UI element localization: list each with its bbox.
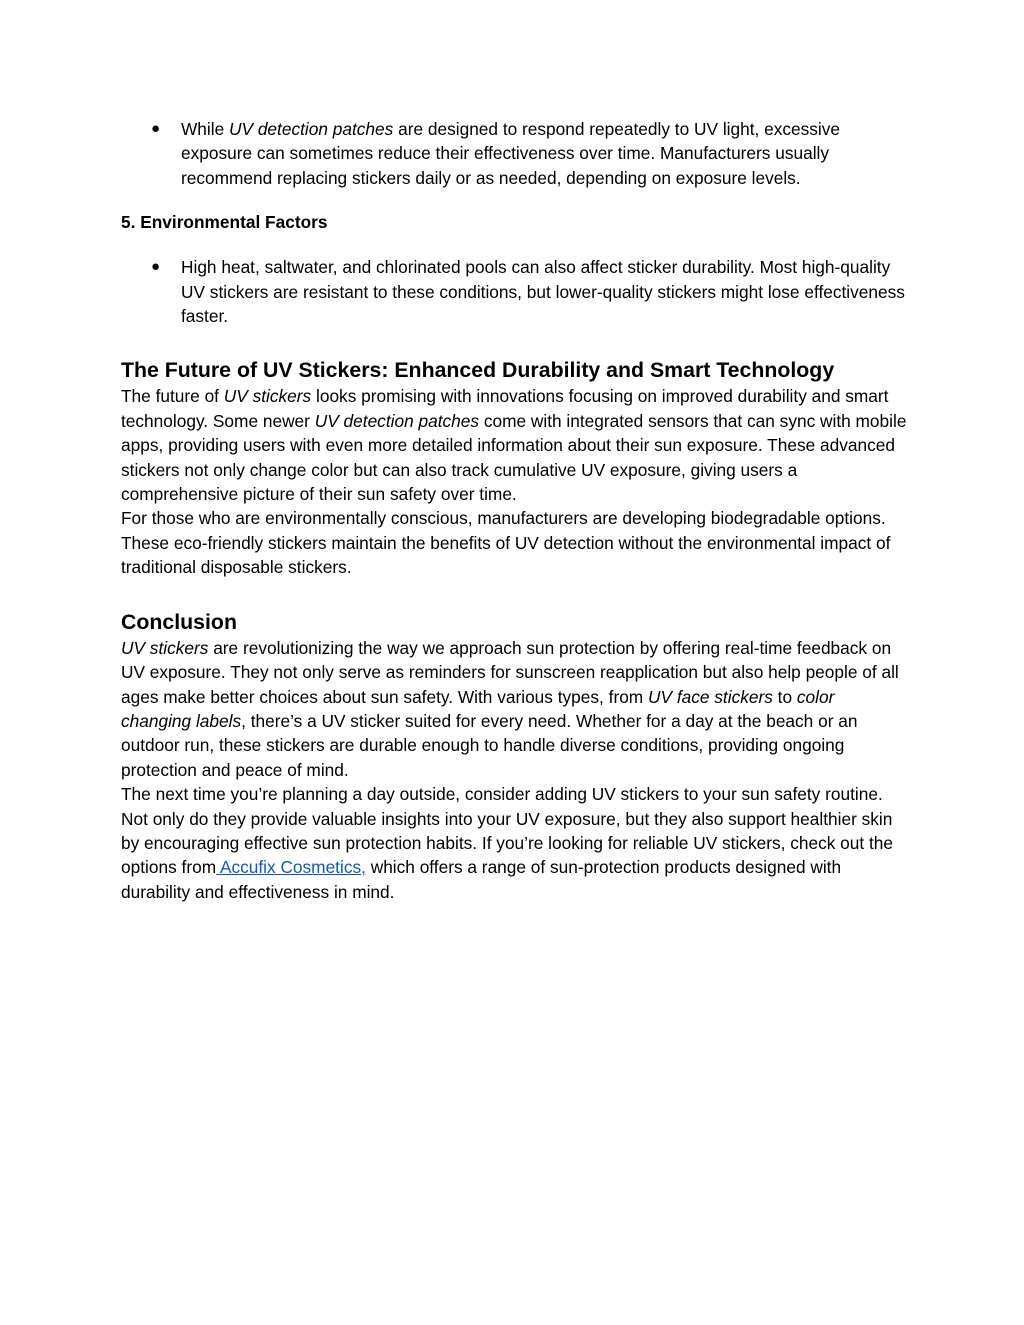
list-item [121,255,907,328]
text-run: are designed to respond repeatedly to UV light, excessive exposure can sometimes reduce their effectiveness over time. Manufacturers usually recommend replacing stickers daily or as needed, depending on exposure levels. [181,119,840,188]
text-run: While [181,119,230,139]
text-run: , there’s a UV sticker suited for every need. Whether for a day at the beach or an outdoor run, these stickers are durable enough to handle diverse conditions, providing ongoing protection and peace of mind. [121,710,858,780]
text-run: The next time you’re planning a day outside, consider adding UV stickers to your sun safety routine. Not only do they provide valuable insights into your UV exposure, but they also support healthier skin by encouraging effective sun protection habits. If you’re looking for reliable UV stickers, check out the options from [121,784,893,878]
list-item [121,117,907,190]
bullet-text [181,119,840,188]
bullet-list-top [121,117,907,190]
text-run: looks promising with innovations focusing on improved durability and smart technology. Some newer [121,386,889,431]
italic-term: color changing labels [121,686,835,731]
paragraph-conclusion-2 [121,782,907,904]
bullet-text: High heat, saltwater, and chlorinated pools can also affect sticker durability. Most high-quality UV stickers are resistant to these conditions, but lower-quality stickers might lose effectiveness faster. [181,257,905,327]
italic-term: UV detection patches [314,410,480,431]
heading-future-of-uv-stickers: The Future of UV Stickers: Enhanced Durability and Smart Technology [121,358,835,383]
text-run: are revolutionizing the way we approach sun protection by offering real-time feedback on UV exposure. They not only serve as reminders for sunscreen reapplication but also help people of all ages make better choices about sun safety. With various types, from [121,637,899,707]
bullet-list-environmental [121,255,907,328]
text-run: which offers a range of sun-protection products designed with durability and effectiveness in mind. [121,857,842,902]
italic-term: UV detection patches [229,119,394,139]
section-heading-environmental-factors: 5. Environmental Factors [121,212,328,233]
document-page [121,117,907,904]
text-run: come with integrated sensors that can sync with mobile apps, providing users with even more detailed information about their sun exposure. These advanced stickers not only change color but can also track cumulative UV exposure, giving users a comprehensive picture of their sun safety over time. [121,410,907,505]
italic-term: UV stickers [223,386,312,407]
italic-term: UV stickers [121,637,209,658]
bullet-dot: ● [151,258,161,276]
text-run: The future of [121,386,224,407]
bullet-dot: ● [151,120,161,137]
heading-conclusion: Conclusion [121,609,237,634]
paragraph-future-1 [121,384,907,506]
accufix-cosmetics-link[interactable]: Accufix Cosmetics, [216,857,366,878]
text-run: to [772,686,797,707]
paragraph-future-2: For those who are environmentally conscious, manufacturers are developing biodegradable options. These eco-friendly stickers maintain the benefits of UV detection without the environmental impact of traditional disposable stickers. [121,508,891,578]
italic-term: UV face stickers [648,686,773,707]
paragraph-conclusion-1 [121,636,907,782]
